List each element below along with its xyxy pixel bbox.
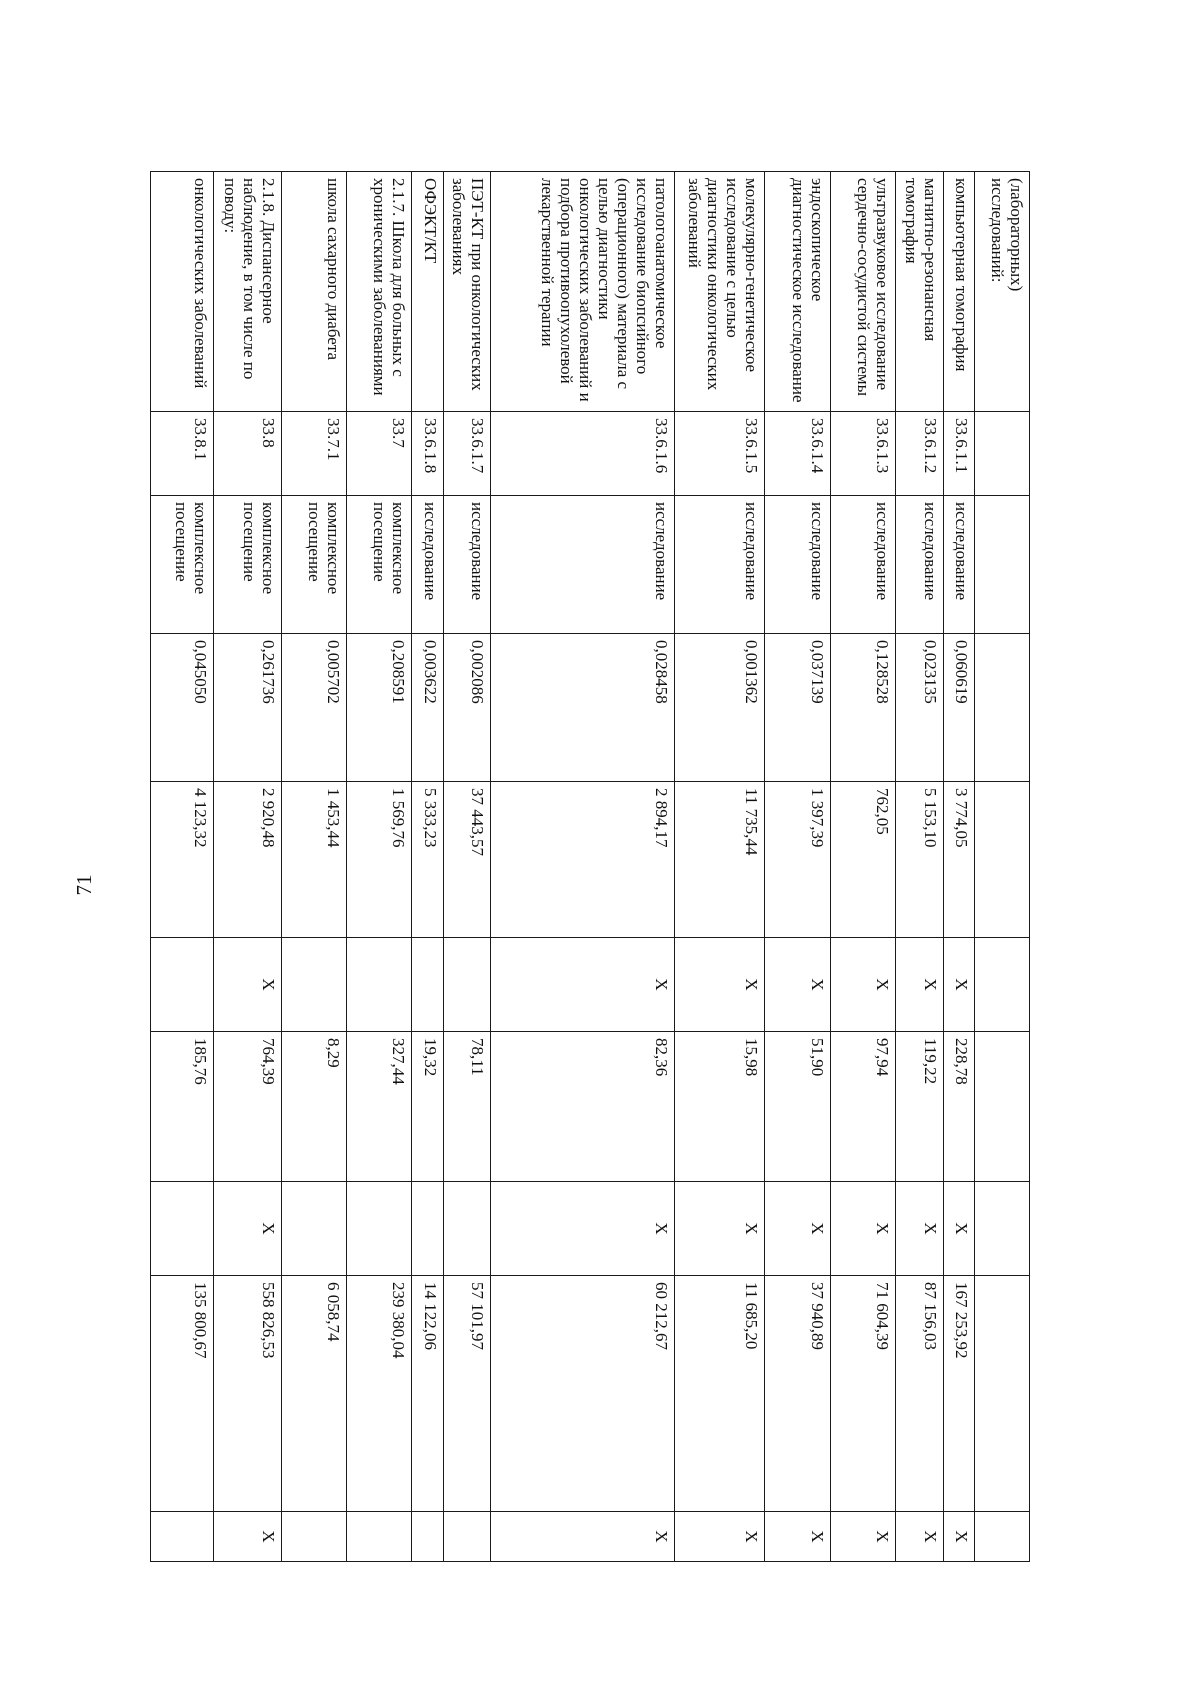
- cell-name: патологоанатомическое исследование биопсийного (операционного) материала с целью диагностики онкологических заболеваний и подбора противоопухолевой лекарственной терапии: [491, 172, 674, 412]
- cell-code: 33.6.1.7: [444, 412, 491, 496]
- cell-cost: 762,05: [830, 782, 895, 938]
- cell-name: (лабораторных) исследований:: [975, 172, 1030, 412]
- table-row: [943, 172, 975, 1562]
- cell-col8: X: [896, 1182, 943, 1276]
- table-row: [281, 172, 346, 1562]
- cell-col10: X: [491, 1512, 674, 1562]
- cell-cost: 1 397,39: [765, 782, 830, 938]
- cell-col7: [975, 1032, 1030, 1182]
- cell-col9: 11 685,20: [674, 1276, 765, 1512]
- cell-unit: исследование: [830, 496, 895, 634]
- cell-unit: комплексное посещение: [281, 496, 346, 634]
- cell-cost: 3 774,05: [943, 782, 975, 938]
- cell-col6: [412, 938, 444, 1032]
- page-number: 71: [72, 874, 96, 896]
- cell-code: 33.6.1.6: [491, 412, 674, 496]
- cell-cost: 37 443,57: [444, 782, 491, 938]
- cell-col8: X: [491, 1182, 674, 1276]
- cell-col7: 19,32: [412, 1032, 444, 1182]
- cell-unit: исследование: [412, 496, 444, 634]
- cell-cost: 2 894,17: [491, 782, 674, 938]
- cell-col9: 135 800,67: [151, 1276, 214, 1512]
- cell-col8: [412, 1182, 444, 1276]
- data-table: [150, 171, 1030, 1562]
- cell-col7: 8,29: [281, 1032, 346, 1182]
- cell-norm: 0,208591: [347, 634, 412, 782]
- cell-norm: 0,261736: [214, 634, 281, 782]
- cell-name: онкологических заболеваний: [151, 172, 214, 412]
- cell-col10: [151, 1512, 214, 1562]
- cell-col8: [347, 1182, 412, 1276]
- cell-col7: 119,22: [896, 1032, 943, 1182]
- cell-col8: X: [765, 1182, 830, 1276]
- cell-code: 33.6.1.4: [765, 412, 830, 496]
- table-row: [830, 172, 895, 1562]
- cell-norm: 0,003622: [412, 634, 444, 782]
- cell-norm: [975, 634, 1030, 782]
- cell-col7: 15,98: [674, 1032, 765, 1182]
- cell-norm: 0,060619: [943, 634, 975, 782]
- cell-col8: X: [830, 1182, 895, 1276]
- cell-code: 33.8: [214, 412, 281, 496]
- cell-col6: [975, 938, 1030, 1032]
- cell-col7: 327,44: [347, 1032, 412, 1182]
- cell-col10: [412, 1512, 444, 1562]
- cell-unit: комплексное посещение: [214, 496, 281, 634]
- cell-unit: исследование: [491, 496, 674, 634]
- table-row: [214, 172, 281, 1562]
- cell-col9: 167 253,92: [943, 1276, 975, 1512]
- cell-norm: 0,028458: [491, 634, 674, 782]
- cell-cost: 11 735,44: [674, 782, 765, 938]
- cell-col7: 764,39: [214, 1032, 281, 1182]
- cell-col8: [281, 1182, 346, 1276]
- cell-col6: X: [943, 938, 975, 1032]
- cell-name: компьютерная томография: [943, 172, 975, 412]
- cell-name: ОФЭКТ/КТ: [412, 172, 444, 412]
- cell-col8: X: [943, 1182, 975, 1276]
- cell-code: 33.6.1.5: [674, 412, 765, 496]
- cell-cost: 1 453,44: [281, 782, 346, 938]
- cell-col10: [444, 1512, 491, 1562]
- cell-col6: [347, 938, 412, 1032]
- cell-cost: 5 153,10: [896, 782, 943, 938]
- cell-col7: 185,76: [151, 1032, 214, 1182]
- table-row: [347, 172, 412, 1562]
- cell-unit: комплексное посещение: [151, 496, 214, 634]
- cell-col6: X: [765, 938, 830, 1032]
- cell-code: 33.6.1.3: [830, 412, 895, 496]
- table-row: [151, 172, 214, 1562]
- cell-col7: 228,78: [943, 1032, 975, 1182]
- cell-col6: [281, 938, 346, 1032]
- cell-col8: X: [214, 1182, 281, 1276]
- table-row: [412, 172, 444, 1562]
- table-row: [674, 172, 765, 1562]
- cell-col6: [151, 938, 214, 1032]
- cell-name: ультразвуковое исследование сердечно-сосудистой системы: [830, 172, 895, 412]
- cell-cost: 4 123,32: [151, 782, 214, 938]
- cell-col10: X: [896, 1512, 943, 1562]
- table-row: [765, 172, 830, 1562]
- cell-name: школа сахарного диабета: [281, 172, 346, 412]
- cell-col10: [975, 1512, 1030, 1562]
- cell-col7: 82,36: [491, 1032, 674, 1182]
- cell-col10: X: [943, 1512, 975, 1562]
- cell-col9: 558 826,53: [214, 1276, 281, 1512]
- cell-col6: X: [491, 938, 674, 1032]
- cell-name: 2.1.7. Школа для больных с хроническими заболеваниями: [347, 172, 412, 412]
- cell-code: 33.6.1.1: [943, 412, 975, 496]
- cell-code: [975, 412, 1030, 496]
- cell-norm: 0,128528: [830, 634, 895, 782]
- cell-col10: X: [830, 1512, 895, 1562]
- cell-col7: 51,90: [765, 1032, 830, 1182]
- cell-name: молекулярно-генетическое исследование с целью диагностики онкологических заболеваний: [674, 172, 765, 412]
- cell-norm: 0,002086: [444, 634, 491, 782]
- cell-unit: исследование: [444, 496, 491, 634]
- cell-cost: 1 569,76: [347, 782, 412, 938]
- cell-code: 33.8.1: [151, 412, 214, 496]
- table-row: [444, 172, 491, 1562]
- cell-unit: исследование: [765, 496, 830, 634]
- cell-col6: X: [896, 938, 943, 1032]
- cell-norm: 0,005702: [281, 634, 346, 782]
- cell-code: 33.6.1.8: [412, 412, 444, 496]
- rotated-table-container: [150, 171, 1030, 1561]
- table-row: [975, 172, 1030, 1562]
- cell-name: ПЭТ-КТ при онкологических заболеваниях: [444, 172, 491, 412]
- cell-norm: 0,001362: [674, 634, 765, 782]
- cell-col7: 78,11: [444, 1032, 491, 1182]
- cell-code: 33.6.1.2: [896, 412, 943, 496]
- cell-col8: [444, 1182, 491, 1276]
- cell-code: 33.7: [347, 412, 412, 496]
- cell-name: магнитно-резонансная томография: [896, 172, 943, 412]
- cell-cost: 2 920,48: [214, 782, 281, 938]
- cell-unit: комплексное посещение: [347, 496, 412, 634]
- table-row: [896, 172, 943, 1562]
- cell-unit: исследование: [896, 496, 943, 634]
- cell-col9: 239 380,04: [347, 1276, 412, 1512]
- cell-code: 33.7.1: [281, 412, 346, 496]
- cell-unit: исследование: [943, 496, 975, 634]
- cell-col9: 71 604,39: [830, 1276, 895, 1512]
- cell-norm: 0,037139: [765, 634, 830, 782]
- cell-col9: [975, 1276, 1030, 1512]
- cell-col10: X: [674, 1512, 765, 1562]
- cell-col6: X: [674, 938, 765, 1032]
- cell-col10: [281, 1512, 346, 1562]
- cell-col6: X: [830, 938, 895, 1032]
- cell-col8: [151, 1182, 214, 1276]
- cell-col10: [347, 1512, 412, 1562]
- cell-cost: [975, 782, 1030, 938]
- cell-col8: [975, 1182, 1030, 1276]
- cell-col7: 97,94: [830, 1032, 895, 1182]
- table-row: [491, 172, 674, 1562]
- cell-col9: 60 212,67: [491, 1276, 674, 1512]
- cell-col9: 6 058,74: [281, 1276, 346, 1512]
- cell-norm: 0,045050: [151, 634, 214, 782]
- cell-col9: 37 940,89: [765, 1276, 830, 1512]
- cell-col8: X: [674, 1182, 765, 1276]
- cell-col6: [444, 938, 491, 1032]
- cell-cost: 5 333,23: [412, 782, 444, 938]
- cell-col10: X: [765, 1512, 830, 1562]
- cell-name: 2.1.8. Диспансерное наблюдение, в том числе по поводу:: [214, 172, 281, 412]
- cell-col6: X: [214, 938, 281, 1032]
- cell-col9: 57 101,97: [444, 1276, 491, 1512]
- cell-unit: [975, 496, 1030, 634]
- cell-name: эндоскопическое диагностическое исследование: [765, 172, 830, 412]
- cell-col10: X: [214, 1512, 281, 1562]
- cell-col9: 87 156,03: [896, 1276, 943, 1512]
- cell-unit: исследование: [674, 496, 765, 634]
- cell-norm: 0,023135: [896, 634, 943, 782]
- cell-col9: 14 122,06: [412, 1276, 444, 1512]
- table-body: [151, 172, 1030, 1562]
